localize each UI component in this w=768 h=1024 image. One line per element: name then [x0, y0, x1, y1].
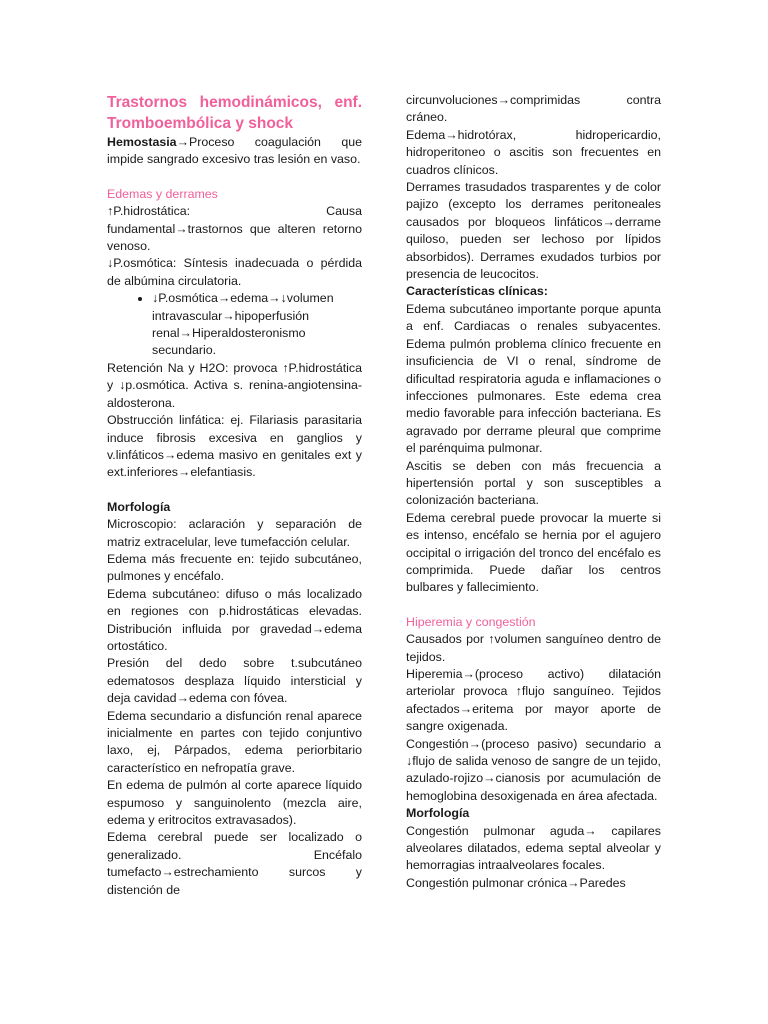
morfologia-paragraph: Microscopio: aclaración y separación de matriz extracelular, leve tumefacción celular. [107, 517, 362, 549]
edemas-heading: Edemas y derrames [107, 186, 218, 201]
morfologia-body-left [107, 516, 362, 899]
right-paragraph: Hiperemia→(proceso activo) dilatación arteriolar provoca ↑flujo sanguíneo. Tejidos afectados→eritema por mayor aporte de sangre oxigenada. [406, 667, 661, 734]
retencion-paragraph: Retención Na y H2O: provoca ↑P.hidrostática y ↓p.osmótica. Activa s. renina-angiotensina-aldosterona. [107, 360, 362, 410]
morfologia-paragraph: Edema más frecuente en: tejido subcutáneo, pulmones y encéfalo. [107, 551, 362, 584]
morfologia-paragraph: En edema de pulmón al corte aparece líquido espumoso y sanguinolento (mezcla aire, edema y eritrocitos extravasados). [107, 778, 362, 828]
document-title: Trastornos hemodinámicos, enf. Tromboembólica y shock [107, 94, 362, 132]
morfologia-heading-left: Morfología [107, 499, 171, 514]
right-paragraph: Causados por ↑volumen sanguíneo dentro de tejidos. [406, 632, 661, 664]
morfologia-heading-right: Morfología [406, 806, 470, 821]
right-paragraph: circunvoluciones→comprimidas contra cráneo. [406, 93, 661, 125]
hemostasia-term: Hemostasia [107, 135, 177, 149]
clinicas-heading: Características clínicas: [406, 284, 548, 299]
p-hidrostatica-paragraph: ↑P.hidrostática: Causa fundamental→trastornos que alteren retorno venoso. [107, 204, 362, 254]
right-paragraph: Congestión pulmonar aguda→ capilares alveolares dilatados, edema septal alveolar y hemorragias intraalveolares focales. [406, 823, 661, 873]
right-paragraph: Congestión pulmonar crónica→Paredes [406, 875, 626, 890]
obstruccion-paragraph: Obstrucción linfática: ej. Filariasis parasitaria induce fibrosis excesiva en ganglios y v.linfáticos→edema masivo en genitales ext y ext.inferiores→elefantiasis. [107, 413, 362, 480]
left-column [107, 92, 362, 899]
right-paragraph: Edema subcutáneo importante porque apunta a enf. Cardiacas o renales subyacentes. Edema pulmón problema clínico frecuente en insuficiencia de VI o renal, síndrome de dificultad respiratoria aguda e inflamaciones o infecciones pulmonares. Este edema crea medio favorable para infección bacteriana. Es agravado por derrame pleural que comprime el parénquima pulmonar. [406, 301, 661, 456]
hiperemia-heading: Hiperemia y congestión [406, 614, 536, 629]
right-paragraph: Edema→hidrotórax, hidropericardio, hidroperitoneo o ascitis son frecuentes en cuadros clínicos. [406, 127, 661, 177]
right-column [406, 92, 661, 892]
bullet-list [107, 290, 362, 360]
morfologia-paragraph: Edema secundario a disfunción renal aparece inicialmente en partes con tejido conjuntivo laxo, ej, Párpados, edema periorbitario característico en nefropatía grave. [107, 708, 362, 775]
right-paragraph: Edema cerebral puede provocar la muerte si es intenso, encéfalo se hernia por el agujero occipital o irrigación del tronco del encéfalo es comprimida. Puede dañar los centros bulbares y fallecimiento. [406, 510, 661, 595]
morfologia-paragraph: Edema subcutáneo: difuso o más localizado en regiones con p.hidrostáticas elevadas. Distribución influida por gravedad→edema ortostático. [107, 586, 362, 653]
right-paragraph: Congestión→(proceso pasivo) secundario a ↓flujo de salida venoso de sangre de un tejido, azulado-rojizo→cianosis por acumulación de hemoglobina desoxigenada en área afectada. [406, 736, 661, 803]
hemostasia-text: →Proceso coagulación que impide sangrado excesivo tras lesión en vaso. [107, 135, 362, 167]
p-osmotica-paragraph: ↓P.osmótica: Síntesis inadecuada o pérdida de albúmina circulatoria. [107, 256, 362, 288]
morfologia-paragraph: Presión del dedo sobre t.subcutáneo edematosos desplaza líquido intersticial y deja cavidad→edema con fóvea. [107, 656, 362, 706]
morfologia-paragraph: Edema cerebral puede ser localizado o generalizado. Encéfalo tumefacto→estrechamiento surcos y distención de [107, 830, 362, 897]
right-paragraph: Ascitis se deben con más frecuencia a hipertensión portal y son susceptibles a colonización bacteriana. [406, 458, 661, 508]
right-paragraph: Derrames trasudados trasparentes y de color pajizo (excepto los derrames peritoneales causados por bloqueos linfáticos→derrame quiloso, pueden ser lechoso por lípidos absorbidos). Derrames exudados turbios por presencia de leucocitos. [406, 180, 661, 282]
bullet-item: • ↓P.osmótica→edema→↓volumen intravascular→hipoperfusión renal→Hiperaldosteronismo secundario. [152, 290, 362, 360]
hemostasia-paragraph [107, 134, 362, 169]
